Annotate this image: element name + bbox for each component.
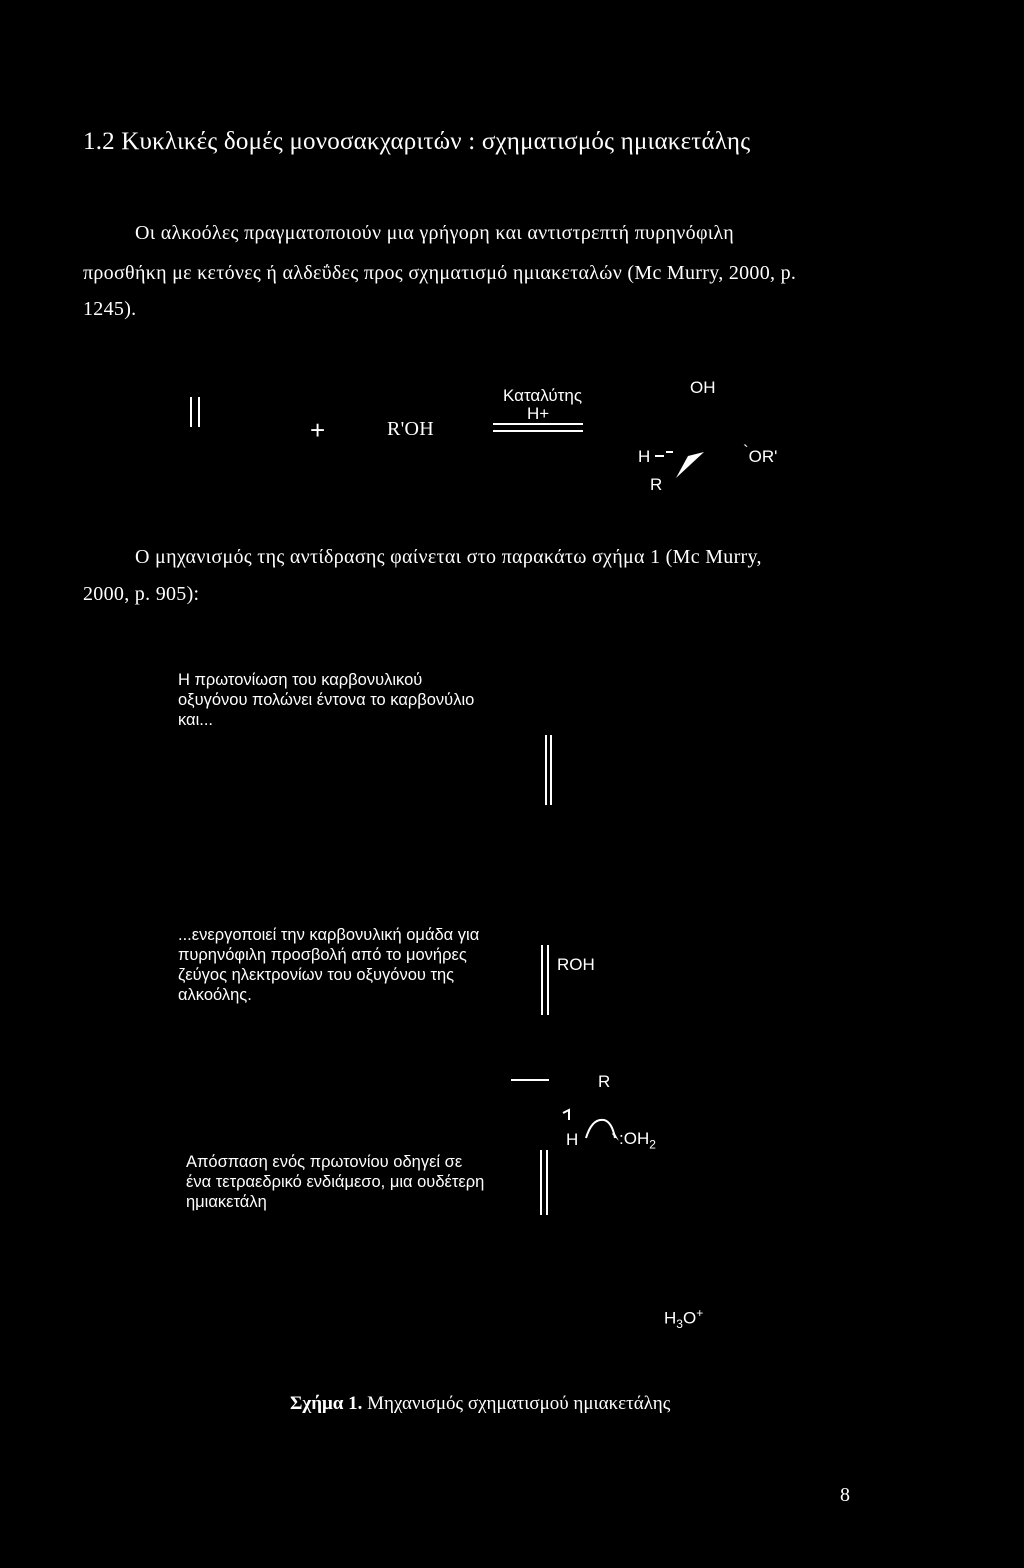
figure-caption: Σχήμα 1. Μηχανισμός σχηματισμού ημιακετάλης [290, 1393, 671, 1414]
step2-bond-left [541, 945, 543, 1015]
reagent-roh: R'OH [387, 418, 435, 440]
wedge-bond [676, 452, 704, 478]
step3-water: $:OH_2$ [619, 1129, 656, 1152]
catalyst-h-plus: H+ [527, 404, 550, 423]
intro-line-2: προσθήκη με κετόνες ή αλδεΰδες προς σχηματισμό ημιακεταλών (Mc Murry, 2000, p. [83, 262, 797, 284]
electron-arrow-tip [563, 1110, 569, 1120]
page-number: 8 [840, 1484, 851, 1506]
step2-roh: ROH [557, 955, 595, 974]
product-r: R [650, 475, 663, 494]
step2-bond-right [547, 945, 549, 1015]
mechanism-step-1-text: Η πρωτονίωση του καρβονυλικού οξυγόνου πολώνει έντονα το καρβονύλιο και... [178, 671, 475, 729]
step1-bond-left [545, 735, 547, 805]
product-oh: OH [690, 378, 716, 397]
mechanism-intro-line-2: 2000, p. 905): [83, 583, 200, 605]
product-h: H [638, 447, 651, 466]
intro-line-3: 1245). [83, 298, 137, 320]
step3-bond-right [546, 1150, 548, 1215]
mechanism-intro-line-1: Ο μηχανισμός της αντίδρασης φαίνεται στο παρακάτω σχήμα 1 (Mc Murry, [135, 546, 762, 568]
mechanism-step-3-text: Απόσπαση ενός πρωτονίου οδηγεί σε ένα τετραεδρικό ενδιάμεσο, μια ουδέτερη ημιακετάλη [186, 1153, 485, 1211]
curved-arrowhead [612, 1132, 619, 1141]
hydronium: $H_3O^+$ [664, 1306, 704, 1332]
step1-bond-right [550, 735, 552, 805]
mechanism-step-2-text: ...ενεργοποιεί την καρβονυλική ομάδα για πυρηνόφιλη προσβολή από το μονήρες ζεύγος ηλεκτρονίων του οξυγόνου της αλκοόλης. [178, 926, 480, 1004]
intro-line-1: Οι αλκοόλες πραγματοποιούν μια γρήγορη και αντιστρεπτή πυρηνόφιλη [135, 222, 735, 244]
product-or-group: `OR' [743, 442, 778, 466]
curved-arrow [586, 1120, 615, 1138]
section-heading: 1.2 Κυκλικές δομές μονοσακχαριτών : σχηματισμός ημιακετάλης [83, 128, 751, 155]
catalyst-label: Καταλύτης [503, 386, 583, 405]
step3-h: H [566, 1130, 579, 1149]
step3-r: R [598, 1072, 611, 1091]
plus-sign: + [310, 415, 326, 445]
step3-bond-left [540, 1150, 542, 1215]
